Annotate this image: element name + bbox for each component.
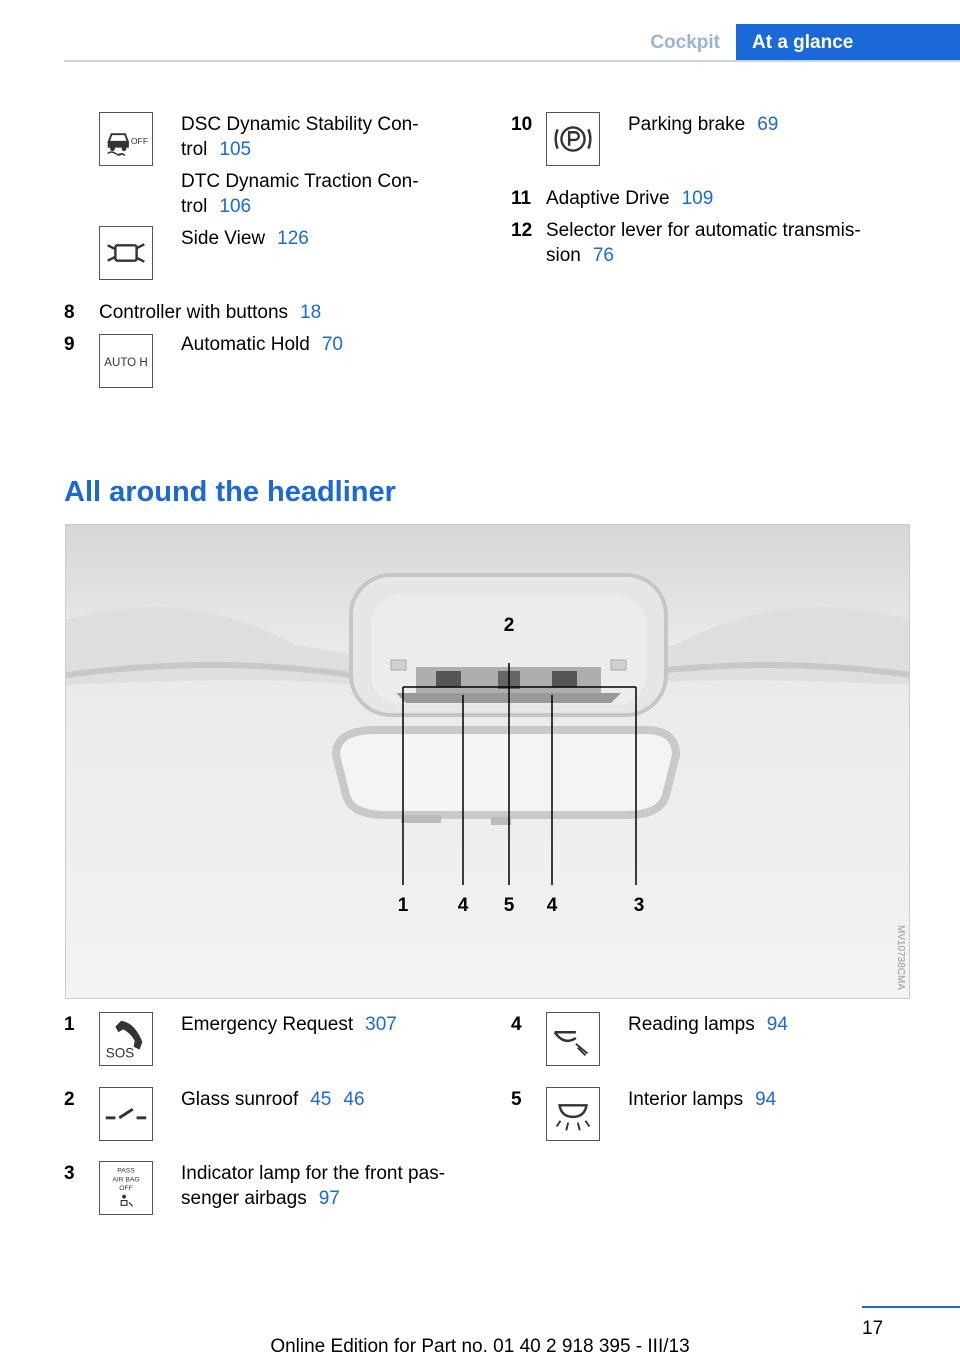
auto-hold-icon-text: AUTO H: [104, 356, 148, 369]
side-view-label: [181, 226, 309, 251]
item-9-label: [181, 332, 343, 357]
callout-3: 3: [633, 895, 645, 916]
callout-1: 1: [397, 895, 409, 916]
item-10-number: 10: [511, 114, 533, 135]
item-4-label: [628, 1012, 788, 1037]
side-view-text: Side View: [181, 228, 266, 249]
item-12-number: 12: [511, 220, 533, 241]
item-1-text: Emergency Request: [181, 1014, 354, 1035]
item-10-label: [628, 112, 778, 137]
callout-4b: 4: [546, 895, 558, 916]
reading-lamp-icon: [546, 1012, 600, 1066]
airbag-icon-line1: PASS: [117, 1167, 135, 1175]
airbag-icon-line3: OFF: [119, 1184, 133, 1192]
interior-lamp-icon: [546, 1087, 600, 1141]
item-2-text: Glass sunroof: [181, 1089, 299, 1110]
dsc-label-line1: DSC Dynamic Stability Con-: [181, 114, 419, 135]
passenger-airbag-off-icon: [99, 1161, 153, 1215]
item-4-page-ref[interactable]: 94: [766, 1014, 788, 1035]
side-view-camera-icon: [99, 226, 153, 280]
side-view-page-ref[interactable]: 126: [277, 228, 309, 249]
item-9-number: 9: [64, 334, 75, 355]
edition-footer: Online Edition for Part no. 01 40 2 918 395 - III/13: [270, 1336, 690, 1357]
item-8-text: Controller with buttons: [99, 302, 289, 323]
item-5-number: 5: [511, 1089, 522, 1110]
header-section-tab[interactable]: Cockpit: [650, 32, 720, 53]
item-3-line2: senger airbags: [181, 1188, 307, 1209]
dsc-label-line2: trol: [181, 139, 208, 160]
item-2-page-ref-1[interactable]: 45: [310, 1089, 332, 1110]
dtc-label-line1: DTC Dynamic Traction Con-: [181, 171, 419, 192]
headliner-photo: [65, 524, 910, 999]
header-chapter-tab[interactable]: At a glance: [736, 24, 960, 62]
item-8-label: [99, 300, 321, 325]
item-12-line1: Selector lever for automatic transmis-: [546, 220, 861, 241]
item-4-text: Reading lamps: [628, 1014, 755, 1035]
item-10-text: Parking brake: [628, 114, 746, 135]
item-12-label: [546, 218, 861, 268]
sunroof-icon: [99, 1087, 153, 1141]
header-rule: [64, 60, 960, 62]
parking-brake-icon: [546, 112, 600, 166]
callout-2: 2: [503, 615, 515, 636]
item-8-number: 8: [64, 302, 75, 323]
item-5-label: [628, 1087, 776, 1112]
item-12-line2: sion: [546, 245, 581, 266]
item-11-page-ref[interactable]: 109: [681, 188, 714, 209]
dsc-off-icon-text: OFF: [130, 135, 149, 146]
dtc-page-ref[interactable]: 106: [219, 196, 252, 217]
item-3-label: [181, 1161, 445, 1211]
airbag-icon-line2: AIR BAG: [112, 1176, 140, 1184]
item-3-page-ref[interactable]: 97: [318, 1188, 340, 1209]
item-8-page-ref[interactable]: 18: [300, 302, 322, 323]
dtc-label-line2: trol: [181, 196, 208, 217]
item-9-page-ref[interactable]: 70: [321, 334, 343, 355]
dsc-page-ref[interactable]: 105: [219, 139, 252, 160]
item-1-label: [181, 1012, 397, 1037]
item-5-page-ref[interactable]: 94: [755, 1089, 777, 1110]
item-2-number: 2: [64, 1089, 75, 1110]
dtc-label: [181, 169, 419, 219]
sos-phone-icon: [99, 1012, 153, 1066]
item-3-number: 3: [64, 1163, 75, 1184]
auto-hold-icon: [99, 334, 153, 388]
item-1-number: 1: [64, 1014, 75, 1035]
callout-4a: 4: [457, 895, 469, 916]
item-11-label: [546, 186, 713, 211]
item-5-text: Interior lamps: [628, 1089, 744, 1110]
section-title: All around the headliner: [64, 476, 396, 508]
callout-5: 5: [503, 895, 515, 916]
dsc-label: [181, 112, 419, 162]
sos-icon-text: SOS: [105, 1045, 135, 1061]
item-2-page-ref-2[interactable]: 46: [343, 1089, 365, 1110]
item-1-page-ref[interactable]: 307: [365, 1014, 397, 1035]
item-11-text: Adaptive Drive: [546, 188, 670, 209]
item-4-number: 4: [511, 1014, 522, 1035]
item-3-line1: Indicator lamp for the front pas-: [181, 1163, 446, 1184]
page-number-rule: [862, 1306, 960, 1308]
image-code: MV10738CMA: [895, 925, 906, 991]
item-10-page-ref[interactable]: 69: [757, 114, 779, 135]
page-number: 17: [862, 1318, 884, 1339]
item-12-page-ref[interactable]: 76: [592, 245, 614, 266]
dsc-off-icon: [99, 112, 153, 166]
item-11-number: 11: [511, 188, 532, 209]
item-9-text: Automatic Hold: [181, 334, 310, 355]
item-2-label: [181, 1087, 365, 1112]
